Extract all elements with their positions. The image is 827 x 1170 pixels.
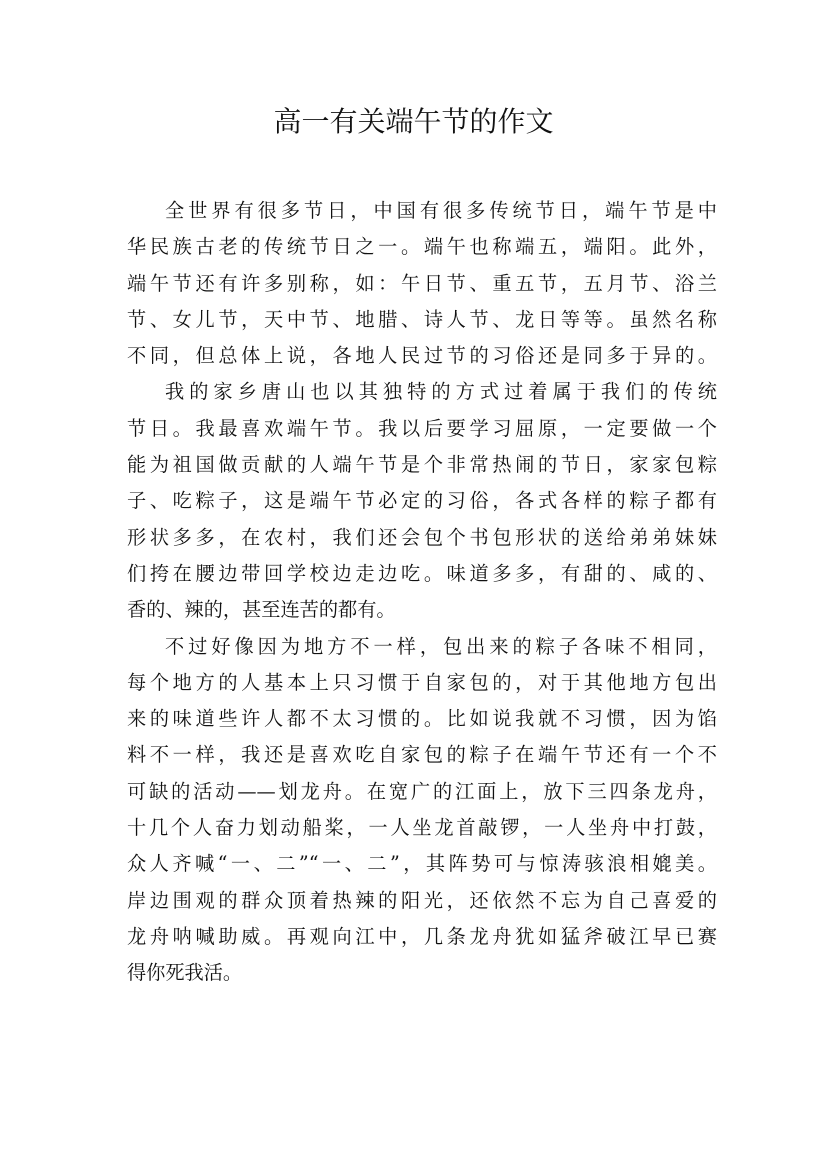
document-title: 高一有关端午节的作文	[273, 105, 554, 138]
text-line: 全世界有很多节日，中国有很多传统节日，端午节是中	[165, 199, 717, 222]
text-line: 形状多多，在农村，我们还会包个书包形状的送给弟弟妹妹	[127, 525, 717, 549]
text-line: 端午节还有许多别称，如：午日节、重五节，五月节、浴兰	[127, 271, 717, 295]
text-line: 华民族古老的传统节日之一。端午也称端五，端阳。此外，	[127, 235, 717, 259]
text-line: 我的家乡唐山也以其独特的方式过着属于我们的传统	[165, 380, 717, 404]
text-line: 不同，但总体上说，各地人民过节的习俗还是同多于异的。	[127, 344, 717, 368]
text-line: 可缺的活动——划龙舟。在宽广的江面上，放下三四条龙舟，	[127, 779, 717, 803]
text-line: 料不一样，我还是喜欢吃自家包的粽子在端午节还有一个不	[127, 743, 717, 767]
essay-body	[127, 193, 717, 992]
text-line: 得你死我活。	[127, 961, 243, 985]
text-line: 每个地方的人基本上只习惯于自家包的，对于其他地方包出	[127, 670, 717, 694]
text-line: 能为祖国做贡献的人端午节是个非常热闹的节日，家家包粽	[127, 453, 717, 477]
text-line: 不过好像因为地方不一样，包出来的粽子各味不相同，	[165, 634, 717, 658]
text-line: 来的味道些许人都不太习惯的。比如说我就不习惯，因为馅	[127, 707, 717, 731]
text-line: 众人齐喊“一、二”“一、二”，其阵势可与惊涛骇浪相媲美。	[127, 852, 717, 876]
text-line: 香的、辣的，甚至连苦的都有。	[127, 598, 396, 622]
paragraph	[127, 193, 717, 374]
text-line: 岸边围观的群众顶着热辣的阳光，还依然不忘为自己喜爱的	[127, 888, 717, 912]
text-line: 节、女儿节，天中节、地腊、诗人节、龙日等等。虽然名称	[127, 307, 717, 331]
text-line: 们挎在腰边带回学校边走边吃。味道多多，有甜的、咸的、	[127, 561, 717, 585]
paragraph	[127, 629, 717, 992]
text-line: 十几个人奋力划动船桨，一人坐龙首敲锣，一人坐舟中打鼓，	[127, 816, 717, 840]
paragraph	[127, 374, 717, 628]
text-line: 龙舟呐喊助威。再观向江中，几条龙舟犹如猛斧破江早已赛	[127, 924, 717, 948]
text-line: 节日。我最喜欢端午节。我以后要学习屈原，一定要做一个	[127, 416, 717, 440]
text-line: 子、吃粽子，这是端午节必定的习俗，各式各样的粽子都有	[127, 489, 717, 513]
